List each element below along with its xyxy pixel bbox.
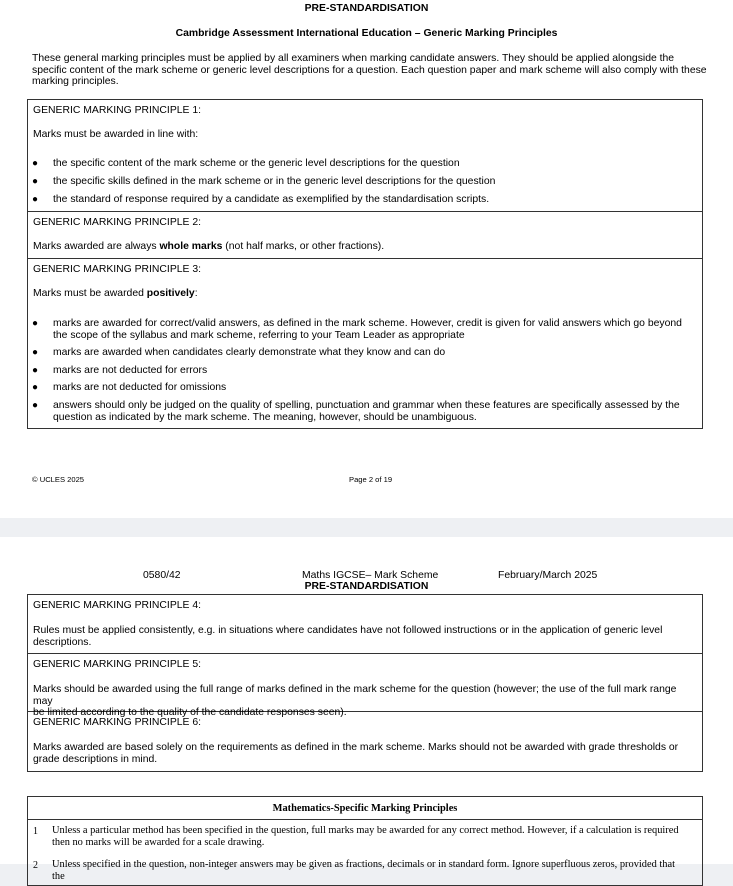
footer-page-number: Page 2 of 19	[349, 475, 393, 484]
principle-heading: GENERIC MARKING PRINCIPLE 1:	[33, 105, 202, 116]
intro-line: specific content of the mark scheme or generic level descriptions for a question. Each question paper and mark scheme will also comply with these	[32, 64, 707, 76]
principle-lead: Marks must be awarded in line with:	[33, 129, 199, 140]
bullet-line: marks are awarded for correct/valid answers, as defined in the mark scheme. However, credit is given for valid answers which go beyond	[53, 318, 682, 329]
bullet-line: question as indicated by the mark scheme. The meaning, however, should be unambiguous.	[53, 411, 477, 423]
intro-line: These general marking principles must be applied by all examiners when marking candidate answers. They should be applied alongside the	[32, 53, 675, 64]
bullet-line: answers should only be judged on the quality of spelling, punctuation and grammar when these features are specifically assessed by the	[53, 400, 680, 411]
document-page-2	[0, 537, 733, 882]
principle-1-section	[28, 100, 702, 212]
maths-principles-title: Mathematics-Specific Marking Principles	[272, 803, 458, 814]
principle-heading: GENERIC MARKING PRINCIPLE 6:	[33, 717, 202, 728]
paper-code: 0580/42	[143, 570, 181, 581]
principle-line: descriptions.	[33, 636, 92, 648]
principle-text	[33, 625, 694, 648]
bullet-text: marks are not deducted for omissions	[53, 382, 227, 393]
bullet-icon: ●	[32, 400, 39, 411]
pre-standardisation-header: PRE-STANDARDISATION	[304, 3, 429, 14]
bullet-text: the specific skills defined in the mark scheme or in the generic level descriptions for the question	[53, 176, 496, 187]
principle-line: Rules must be applied consistently, e.g. in situations where candidates have not followed instructions or in the application of generic level	[33, 625, 663, 636]
bullet-text: marks are not deducted for errors	[53, 365, 208, 376]
principle-lead	[33, 288, 694, 300]
generic-principles-box-4-6	[27, 594, 703, 772]
principle-heading: GENERIC MARKING PRINCIPLE 3:	[33, 264, 202, 275]
bullet-icon: ●	[32, 176, 39, 187]
intro-line: marking principles.	[32, 76, 119, 87]
item-number: 1	[33, 826, 38, 837]
principle-heading: GENERIC MARKING PRINCIPLE 4:	[33, 600, 202, 611]
bullet-line: the scope of the syllabus and mark scheme, referring to your Team Leader as appropriate	[53, 329, 465, 341]
principle-line: Marks awarded are based solely on the requirements as defined in the mark scheme. Marks should not be awarded with grade thresholds or	[33, 742, 679, 753]
lead-emphasis: whole marks	[159, 241, 223, 252]
footer-copyright: © UCLES 2025	[32, 475, 85, 484]
lead-text: :	[194, 288, 198, 299]
principle-line: grade descriptions in mind.	[33, 753, 158, 765]
lead-emphasis: positively	[146, 288, 195, 299]
maths-principle-item	[52, 825, 688, 849]
bullet-text: the specific content of the mark scheme or the generic level descriptions for the question	[53, 158, 460, 169]
principle-heading: GENERIC MARKING PRINCIPLE 5:	[33, 659, 202, 670]
pre-standardisation-header: PRE-STANDARDISATION	[304, 581, 429, 592]
item-line: Unless specified in the question, non-integer answers may be given as fractions, decimals or in standard form. Ignore superfluous zeros, provided that the	[52, 859, 675, 882]
intro-paragraph	[32, 53, 712, 88]
bullet-text: marks are awarded when candidates clearly demonstrate what they know and can do	[53, 347, 446, 358]
document-title: Cambridge Assessment International Education – Generic Marking Principles	[175, 28, 558, 39]
exam-session: February/March 2025	[498, 570, 598, 581]
item-line: then no marks will be awarded for a scale drawing.	[52, 837, 265, 848]
principle-lead	[33, 241, 694, 253]
principle-text	[33, 742, 694, 765]
item-line: Unless a particular method has been specified in the question, full marks may be awarded for any correct method. However, if a calculation is required	[52, 825, 679, 836]
lead-text: Marks awarded are always	[33, 241, 160, 252]
principle-4-section	[28, 595, 702, 654]
bullet-text: the standard of response required by a candidate as exemplified by the standardisation scripts.	[53, 194, 490, 205]
maths-principle-item	[52, 859, 688, 883]
bullet-icon: ●	[32, 318, 39, 329]
subject-title: Maths IGCSE– Mark Scheme	[302, 570, 439, 581]
bullet-icon: ●	[32, 382, 39, 393]
divider	[28, 819, 702, 820]
principle-heading: GENERIC MARKING PRINCIPLE 2:	[33, 217, 202, 228]
principle-6-section	[28, 712, 702, 771]
generic-principles-box-1-3	[27, 99, 703, 429]
bullet-text	[53, 318, 690, 341]
principle-line: be limited according to the quality of the candidate responses seen).	[33, 707, 347, 718]
lead-text: Marks must be awarded	[33, 288, 147, 299]
lead-text: (not half marks, or other fractions).	[222, 241, 385, 252]
maths-specific-principles-box	[27, 796, 703, 886]
bullet-icon: ●	[32, 194, 39, 205]
bullet-icon: ●	[32, 365, 39, 376]
item-number: 2	[33, 860, 38, 871]
bullet-text	[53, 400, 690, 423]
principle-5-section	[28, 654, 702, 718]
principle-2-section	[28, 212, 702, 259]
principle-line: Marks should be awarded using the full range of marks defined in the mark scheme for the question (however; the use of the full mark range may	[33, 684, 677, 707]
bullet-icon: ●	[32, 158, 39, 169]
principle-3-section	[28, 259, 702, 428]
bullet-icon: ●	[32, 347, 39, 358]
